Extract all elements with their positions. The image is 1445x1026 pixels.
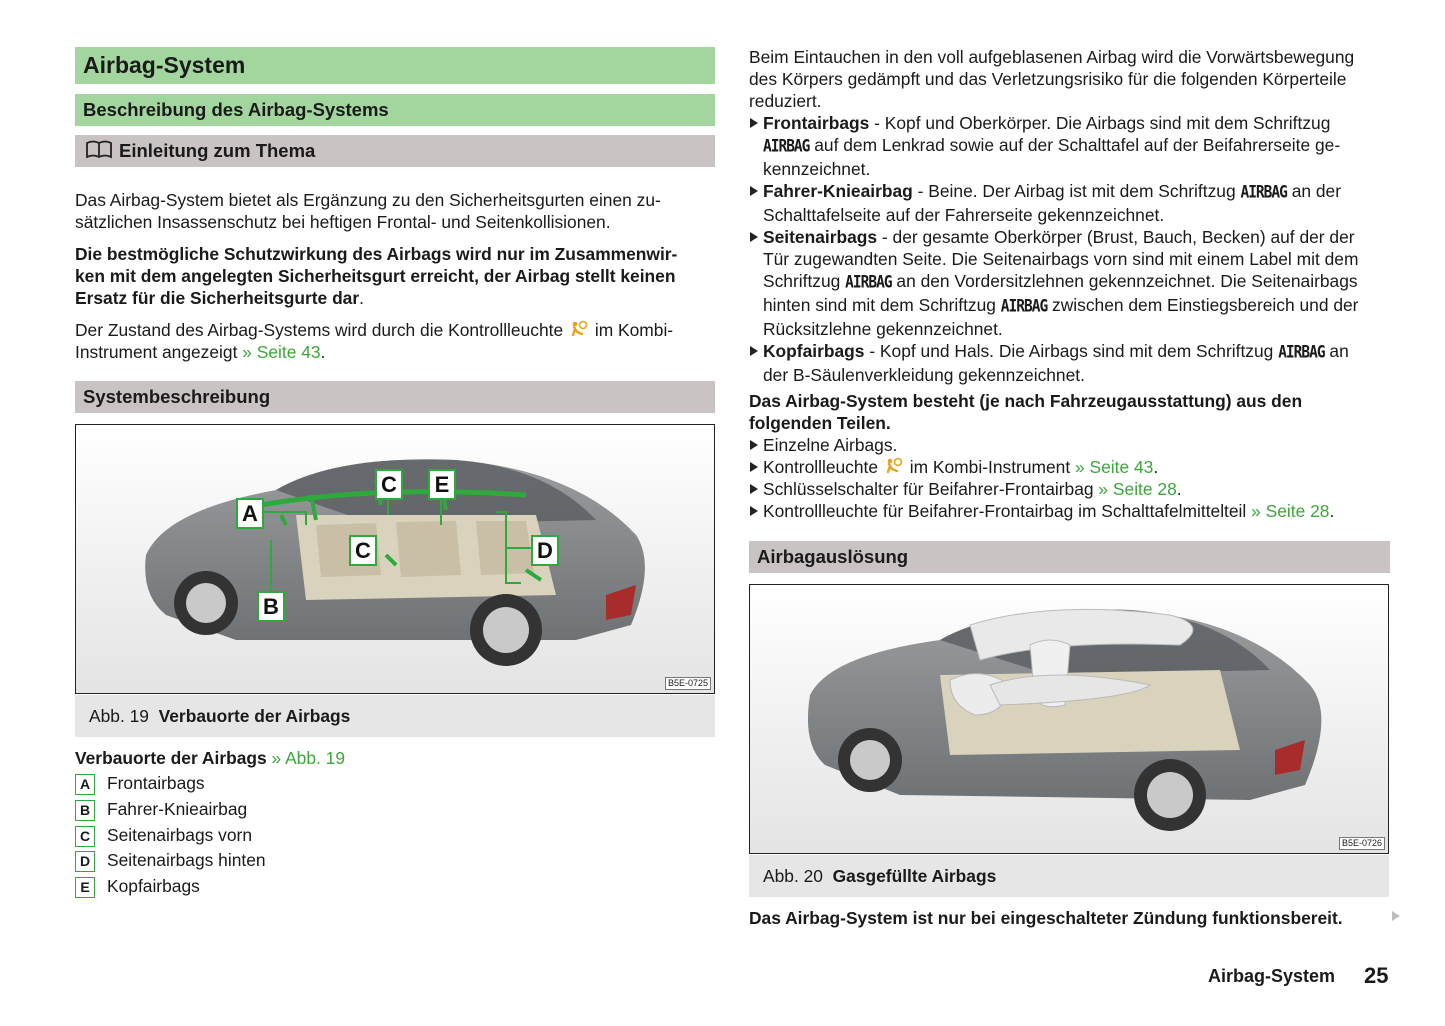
- bold-line-end: .: [359, 288, 364, 308]
- page-number: 25: [1364, 963, 1389, 988]
- continue-arrow-icon: [1392, 911, 1400, 921]
- airbag-marking: AIRBAG: [845, 273, 892, 293]
- parts-heading-line: folgenden Teilen.: [749, 413, 891, 433]
- legend-text: Seitenairbags hinten: [107, 850, 266, 871]
- item-text: hinten sind mit dem Schriftzug: [763, 295, 996, 315]
- list-item: [749, 226, 1409, 340]
- item-text: Rücksitzlehne gekennzeichnet.: [763, 319, 1003, 339]
- system-description-heading: Systembeschreibung: [75, 381, 715, 413]
- status-end: .: [320, 342, 326, 362]
- page-link[interactable]: » Seite 28: [1098, 479, 1177, 499]
- ignition-note: Das Airbag-System ist nur bei eingeschalteter Zündung funktionsbereit.: [749, 908, 1343, 928]
- legend-text: Kopfairbags: [107, 876, 200, 897]
- legend-item: [75, 771, 266, 797]
- legend-key: B: [75, 800, 95, 821]
- callout-label: D: [531, 535, 559, 566]
- legend-item: [75, 848, 266, 874]
- item-end: .: [1329, 501, 1335, 521]
- item-text: - der gesamte Oberkörper (Brust, Bauch, Becken) auf der der: [881, 227, 1355, 247]
- airbag-marking: AIRBAG: [1278, 343, 1325, 363]
- list-item: [749, 456, 1409, 478]
- page-link[interactable]: » Seite 43: [1075, 457, 1154, 477]
- page-link[interactable]: » Seite 43: [242, 342, 321, 362]
- item-text: an der: [1291, 181, 1342, 201]
- figure-19-image: [75, 424, 715, 694]
- item-text: an den Vordersitzlehnen gekennzeichnet. Die Seitenairbags: [896, 271, 1358, 291]
- airbag-types-list: [749, 112, 1409, 386]
- airbag-warning-icon: [885, 457, 903, 475]
- item-end: .: [1153, 457, 1159, 477]
- airbag-marking: AIRBAG: [1240, 183, 1287, 203]
- item-text: - Beine. Der Airbag ist mit dem Schriftzug: [917, 181, 1236, 201]
- intro-line: Das Airbag-System bietet als Ergänzung zu den Sicherheitsgurten einen zu-: [75, 190, 661, 210]
- status-paragraph: [75, 319, 715, 363]
- car-illustration: [76, 425, 714, 693]
- list-item: [749, 478, 1409, 500]
- item-text: Kontrollleuchte für Beifahrer-Frontairbag im Schalttafelmittelteil: [763, 501, 1247, 521]
- item-text: der B-Säulenverkleidung gekennzeichnet.: [763, 365, 1085, 385]
- paragraph-line: Beim Eintauchen in den voll aufgeblasenen Airbag wird die Vorwärtsbewegung: [749, 47, 1355, 67]
- legend-key: C: [75, 826, 95, 847]
- item-title: Frontairbags: [763, 113, 870, 133]
- item-text: Schalttafelseite auf der Fahrerseite gekennzeichnet.: [763, 205, 1165, 225]
- section-title: Airbag-System: [75, 47, 715, 84]
- item-text: Tür zugewandten Seite. Die Seitenairbags vorn sind mit einem Label mit dem: [763, 249, 1359, 269]
- legend-item: [75, 823, 266, 849]
- list-item: [749, 500, 1409, 522]
- figure-number: Abb. 20: [763, 866, 823, 886]
- legend-item: [75, 797, 266, 823]
- figure-20-image: [749, 584, 1389, 854]
- topic-heading-label: Einleitung zum Thema: [119, 140, 316, 161]
- figure-code: B5E-0725: [665, 677, 711, 690]
- legend-key: E: [75, 877, 95, 898]
- legend-key: A: [75, 774, 95, 795]
- subsection-title: Beschreibung des Airbag-Systems: [75, 94, 715, 126]
- item-title: Seitenairbags: [763, 227, 878, 247]
- status-text: im Kombi-: [594, 320, 674, 340]
- figure-title: Gasgefüllte Airbags: [832, 866, 997, 886]
- item-title: Fahrer-Knieairbag: [763, 181, 913, 201]
- item-end: .: [1176, 479, 1182, 499]
- item-text: Schlüsselschalter für Beifahrer-Frontairbag: [763, 479, 1094, 499]
- figure-19-caption: [75, 695, 715, 737]
- legend-list: [75, 771, 266, 900]
- bold-line: Die bestmögliche Schutzwirkung des Airbags wird nur im Zusammenwir-: [75, 244, 678, 264]
- legend-title: [75, 747, 345, 769]
- item-text: Kontrollleuchte: [763, 457, 879, 477]
- footer-section: Airbag-System: [1208, 966, 1336, 986]
- status-text: Der Zustand des Airbag-Systems wird durch die Kontrollleuchte: [75, 320, 564, 340]
- status-text: Instrument angezeigt: [75, 342, 238, 362]
- figure-code: B5E-0726: [1339, 837, 1385, 850]
- legend-key: D: [75, 851, 95, 872]
- item-text: an: [1329, 341, 1349, 361]
- airbag-marking: AIRBAG: [763, 137, 810, 157]
- callout-label: A: [236, 498, 264, 529]
- list-item: [749, 434, 1409, 456]
- reduction-paragraph: [749, 46, 1399, 112]
- legend-item: [75, 874, 266, 900]
- legend-title-text: Verbauorte der Airbags: [75, 748, 267, 768]
- deployment-heading: Airbagauslösung: [749, 541, 1390, 573]
- callout-label: B: [257, 591, 285, 622]
- legend-text: Seitenairbags vorn: [107, 824, 253, 845]
- item-text: Einzelne Airbags.: [763, 435, 898, 455]
- parts-list: [749, 434, 1409, 522]
- item-text: auf dem Lenkrad sowie auf der Schalttafel auf der Beifahrerseite ge-: [814, 135, 1341, 155]
- callout-label: C: [375, 469, 403, 500]
- airbag-marking: AIRBAG: [1000, 297, 1048, 317]
- airbag-warning-icon: [570, 320, 588, 338]
- paragraph-line: des Körpers gedämpft und das Verletzungsrisiko für die folgenden Körperteile: [749, 69, 1347, 89]
- list-item: [749, 180, 1409, 226]
- bold-line: ken mit dem angelegten Sicherheitsgurt erreicht, der Airbag stellt keinen: [75, 266, 676, 286]
- bold-line: Ersatz für die Sicherheitsgurte dar: [75, 288, 360, 308]
- parts-heading: [749, 390, 1399, 434]
- figure-link[interactable]: » Abb. 19: [271, 748, 346, 768]
- item-text: Schriftzug: [763, 271, 841, 291]
- paragraph-line: reduziert.: [749, 91, 822, 111]
- item-text: zwischen dem Einstiegsbereich und der: [1052, 295, 1359, 315]
- list-item: [749, 340, 1409, 386]
- item-text: im Kombi-Instrument: [909, 457, 1071, 477]
- item-text: - Kopf und Oberkörper. Die Airbags sind mit dem Schriftzug: [874, 113, 1331, 133]
- intro-paragraph: [75, 189, 715, 233]
- figure-20-caption: [749, 855, 1389, 897]
- page-link[interactable]: » Seite 28: [1251, 501, 1330, 521]
- figure-title: Verbauorte der Airbags: [158, 706, 351, 726]
- parts-heading-line: Das Airbag-System besteht (je nach Fahrzeugausstattung) aus den: [749, 391, 1303, 411]
- figure-number: Abb. 19: [89, 706, 149, 726]
- topic-heading: [75, 135, 715, 167]
- item-text: kennzeichnet.: [763, 159, 871, 179]
- callout-label: C: [349, 535, 377, 566]
- callout-label: E: [428, 469, 456, 500]
- item-title: Kopfairbags: [763, 341, 865, 361]
- list-item: [749, 112, 1409, 180]
- bold-paragraph: [75, 243, 715, 309]
- intro-line: sätzlichen Insassenschutz bei heftigen Frontal- und Seitenkollisionen.: [75, 212, 611, 232]
- legend-text: Frontairbags: [107, 773, 205, 793]
- legend-text: Fahrer-Knieairbag: [107, 798, 248, 819]
- book-icon: [85, 140, 113, 160]
- car-deployed-airbags-illustration: [750, 585, 1388, 853]
- item-text: - Kopf und Hals. Die Airbags sind mit dem Schriftzug: [869, 341, 1274, 361]
